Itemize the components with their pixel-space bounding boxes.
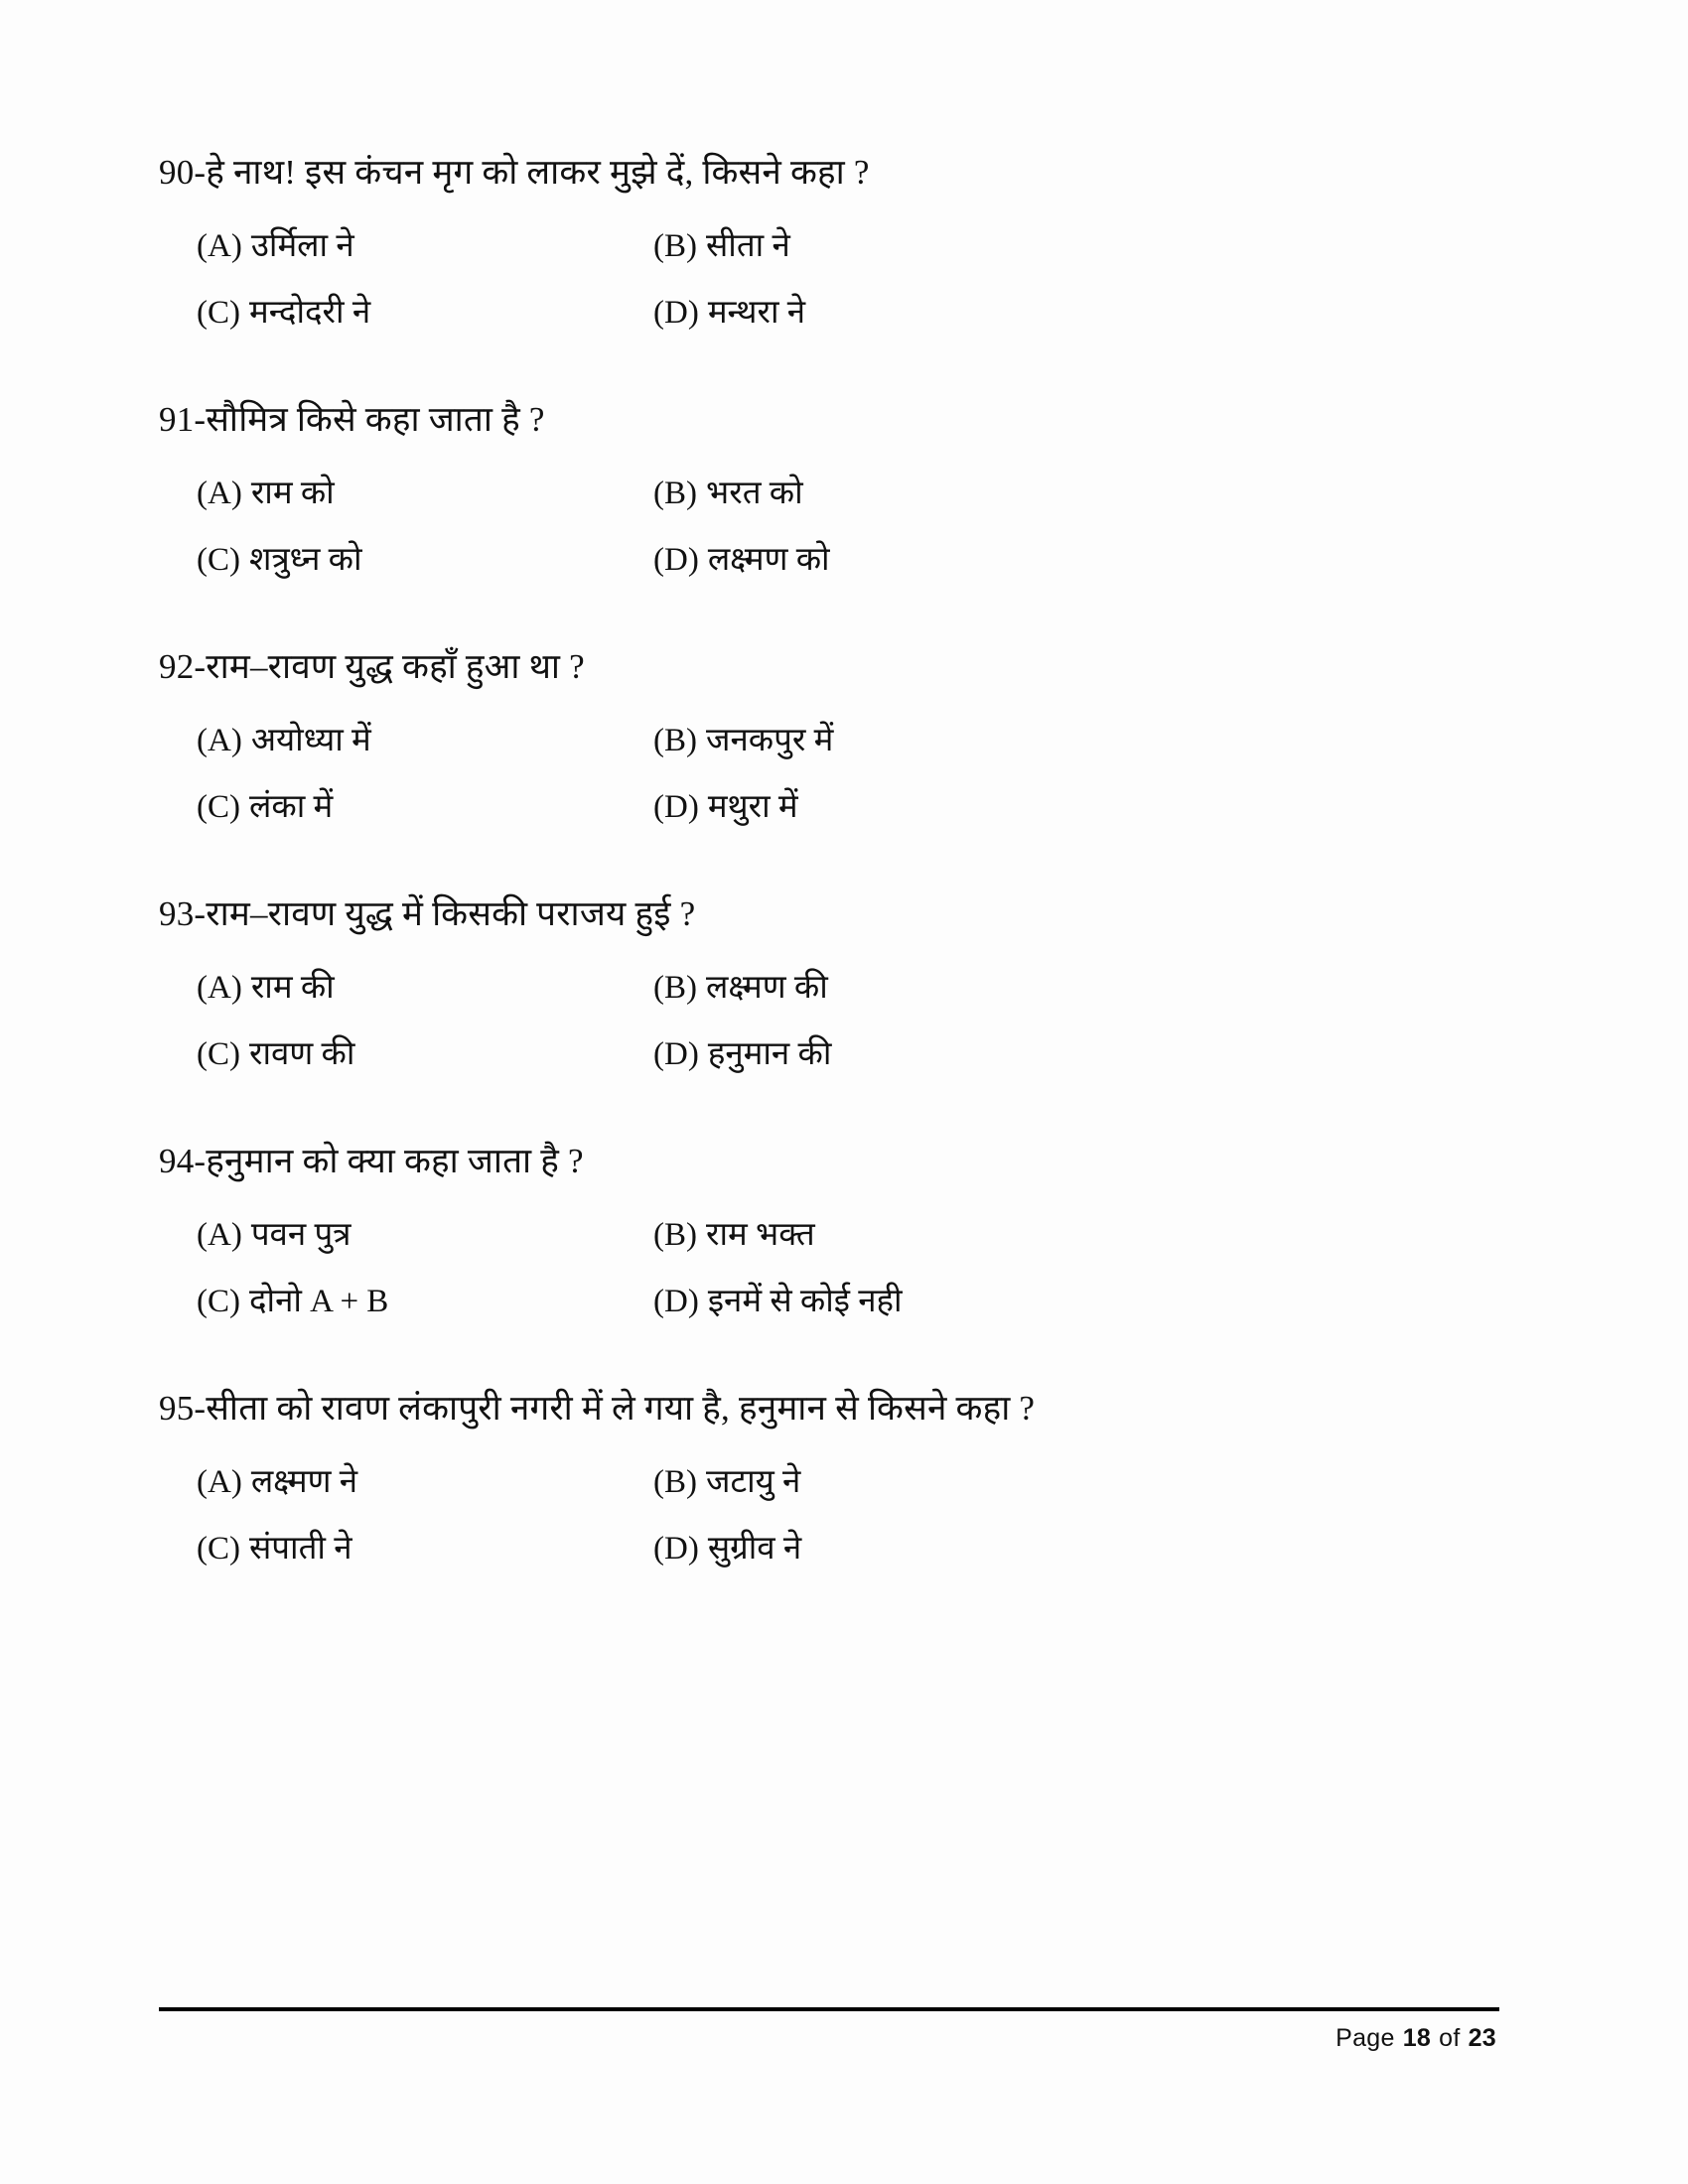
- question-block: [159, 1138, 1509, 1323]
- option-value: दोनो A + B: [249, 1284, 389, 1320]
- option-value: लक्ष्मण ने: [250, 1464, 358, 1501]
- option-row: [197, 473, 1509, 515]
- option-label: (D): [653, 295, 699, 332]
- question-text: हे नाथ! इस कंचन मृग को लाकर मुझे दें, किसने कहा ?: [206, 153, 870, 192]
- option-label: (B): [653, 970, 697, 1007]
- option-value: मन्थरा ने: [707, 295, 806, 332]
- question-text: राम–रावण युद्ध कहाँ हुआ था ?: [206, 647, 585, 687]
- question-block: [159, 1385, 1509, 1570]
- option-value: सीता ने: [706, 228, 790, 265]
- option-a[interactable]: [197, 1461, 653, 1504]
- option-value: मथुरा में: [707, 789, 798, 826]
- question-number: 93-: [159, 894, 207, 934]
- option-a[interactable]: [197, 1214, 653, 1257]
- option-label: (D): [653, 1284, 699, 1320]
- option-a[interactable]: [197, 225, 653, 268]
- option-value: जनकपुर में: [706, 723, 834, 759]
- option-c[interactable]: [197, 539, 653, 582]
- question-block: [159, 890, 1509, 1076]
- option-row: [197, 967, 1509, 1010]
- option-value: मन्दोदरी ने: [249, 295, 371, 332]
- option-label: (C): [197, 1531, 240, 1568]
- option-value: सुग्रीव ने: [707, 1531, 802, 1568]
- option-value: राम की: [250, 970, 335, 1007]
- option-value: लक्ष्मण की: [706, 970, 828, 1007]
- option-value: पवन पुत्र: [250, 1217, 352, 1254]
- option-b[interactable]: [653, 967, 828, 1010]
- footer-total-pages: 23: [1468, 2024, 1496, 2052]
- option-value: रावण की: [249, 1036, 355, 1073]
- option-label: (A): [197, 970, 242, 1007]
- option-label: (D): [653, 789, 699, 826]
- question-line: [159, 643, 1509, 690]
- option-row: [197, 1281, 1509, 1323]
- option-label: (C): [197, 1036, 240, 1073]
- options-group: [197, 967, 1509, 1076]
- question-text: हनुमान को क्या कहा जाता है ?: [206, 1142, 584, 1181]
- option-label: (B): [653, 723, 697, 759]
- question-line: [159, 396, 1509, 443]
- option-label: (B): [653, 476, 697, 512]
- question-line: [159, 1138, 1509, 1184]
- option-d[interactable]: [653, 1528, 801, 1570]
- question-text: सीता को रावण लंकापुरी नगरी में ले गया है, हनुमान से किसने कहा ?: [206, 1389, 1036, 1429]
- option-row: [197, 1461, 1509, 1504]
- option-d[interactable]: [653, 1033, 831, 1076]
- question-text: सौमित्र किसे कहा जाता है ?: [206, 400, 545, 440]
- option-a[interactable]: [197, 720, 653, 762]
- question-number: 92-: [159, 647, 207, 687]
- option-b[interactable]: [653, 1214, 815, 1257]
- option-label: (C): [197, 295, 240, 332]
- option-c[interactable]: [197, 292, 653, 335]
- page-indicator: [159, 2011, 1499, 2053]
- option-value: उर्मिला ने: [250, 228, 354, 265]
- option-row: [197, 1033, 1509, 1076]
- option-row: [197, 786, 1509, 829]
- question-number: 91-: [159, 400, 207, 440]
- option-value: राम भक्त: [706, 1217, 815, 1254]
- option-d[interactable]: [653, 786, 798, 829]
- option-d[interactable]: [653, 1281, 903, 1323]
- question-line: [159, 149, 1509, 196]
- option-value: भरत को: [706, 476, 803, 512]
- option-row: [197, 225, 1509, 268]
- option-a[interactable]: [197, 967, 653, 1010]
- option-row: [197, 539, 1509, 582]
- questions-container: [159, 149, 1509, 1632]
- option-label: (D): [653, 1036, 699, 1073]
- option-a[interactable]: [197, 473, 653, 515]
- options-group: [197, 1214, 1509, 1323]
- option-label: (C): [197, 789, 240, 826]
- footer-of-word: of: [1439, 2024, 1461, 2052]
- question-block: [159, 396, 1509, 582]
- options-group: [197, 1461, 1509, 1570]
- option-label: (B): [653, 228, 697, 265]
- option-c[interactable]: [197, 786, 653, 829]
- option-label: (A): [197, 1217, 242, 1254]
- footer-page-word: Page: [1336, 2024, 1395, 2052]
- option-d[interactable]: [653, 292, 805, 335]
- option-value: इनमें से कोई नही: [707, 1284, 903, 1320]
- options-group: [197, 225, 1509, 335]
- option-value: हनुमान की: [707, 1036, 832, 1073]
- option-row: [197, 720, 1509, 762]
- question-block: [159, 149, 1509, 335]
- option-label: (B): [653, 1217, 697, 1254]
- option-label: (A): [197, 1464, 242, 1501]
- question-line: [159, 890, 1509, 937]
- option-label: (C): [197, 1284, 240, 1320]
- option-value: अयोध्या में: [250, 723, 371, 759]
- question-number: 95-: [159, 1389, 207, 1429]
- option-value: लक्ष्मण को: [707, 542, 830, 579]
- option-label: (A): [197, 228, 242, 265]
- option-value: लंका में: [249, 789, 334, 826]
- option-b[interactable]: [653, 720, 833, 762]
- option-label: (A): [197, 476, 242, 512]
- option-c[interactable]: [197, 1033, 653, 1076]
- option-value: राम को: [250, 476, 335, 512]
- question-text: राम–रावण युद्ध में किसकी पराजय हुई ?: [206, 894, 696, 934]
- option-b[interactable]: [653, 1461, 800, 1504]
- option-value: संपाती ने: [249, 1531, 352, 1568]
- options-group: [197, 473, 1509, 582]
- option-label: (D): [653, 1531, 699, 1568]
- option-label: (D): [653, 542, 699, 579]
- option-row: [197, 1528, 1509, 1570]
- option-row: [197, 292, 1509, 335]
- option-d[interactable]: [653, 539, 830, 582]
- option-row: [197, 1214, 1509, 1257]
- option-b[interactable]: [653, 225, 790, 268]
- option-c[interactable]: [197, 1528, 653, 1570]
- footer-page-number: 18: [1402, 2024, 1432, 2052]
- option-label: (B): [653, 1464, 697, 1501]
- option-b[interactable]: [653, 473, 803, 515]
- option-label: (A): [197, 723, 242, 759]
- option-c[interactable]: [197, 1281, 653, 1323]
- page-footer: [159, 2007, 1499, 2053]
- question-block: [159, 643, 1509, 829]
- question-line: [159, 1385, 1509, 1432]
- options-group: [197, 720, 1509, 829]
- option-value: शत्रुध्न को: [249, 542, 362, 579]
- option-label: (C): [197, 542, 240, 579]
- question-number: 90-: [159, 153, 207, 192]
- option-value: जटायु ने: [706, 1464, 801, 1501]
- question-number: 94-: [159, 1142, 207, 1181]
